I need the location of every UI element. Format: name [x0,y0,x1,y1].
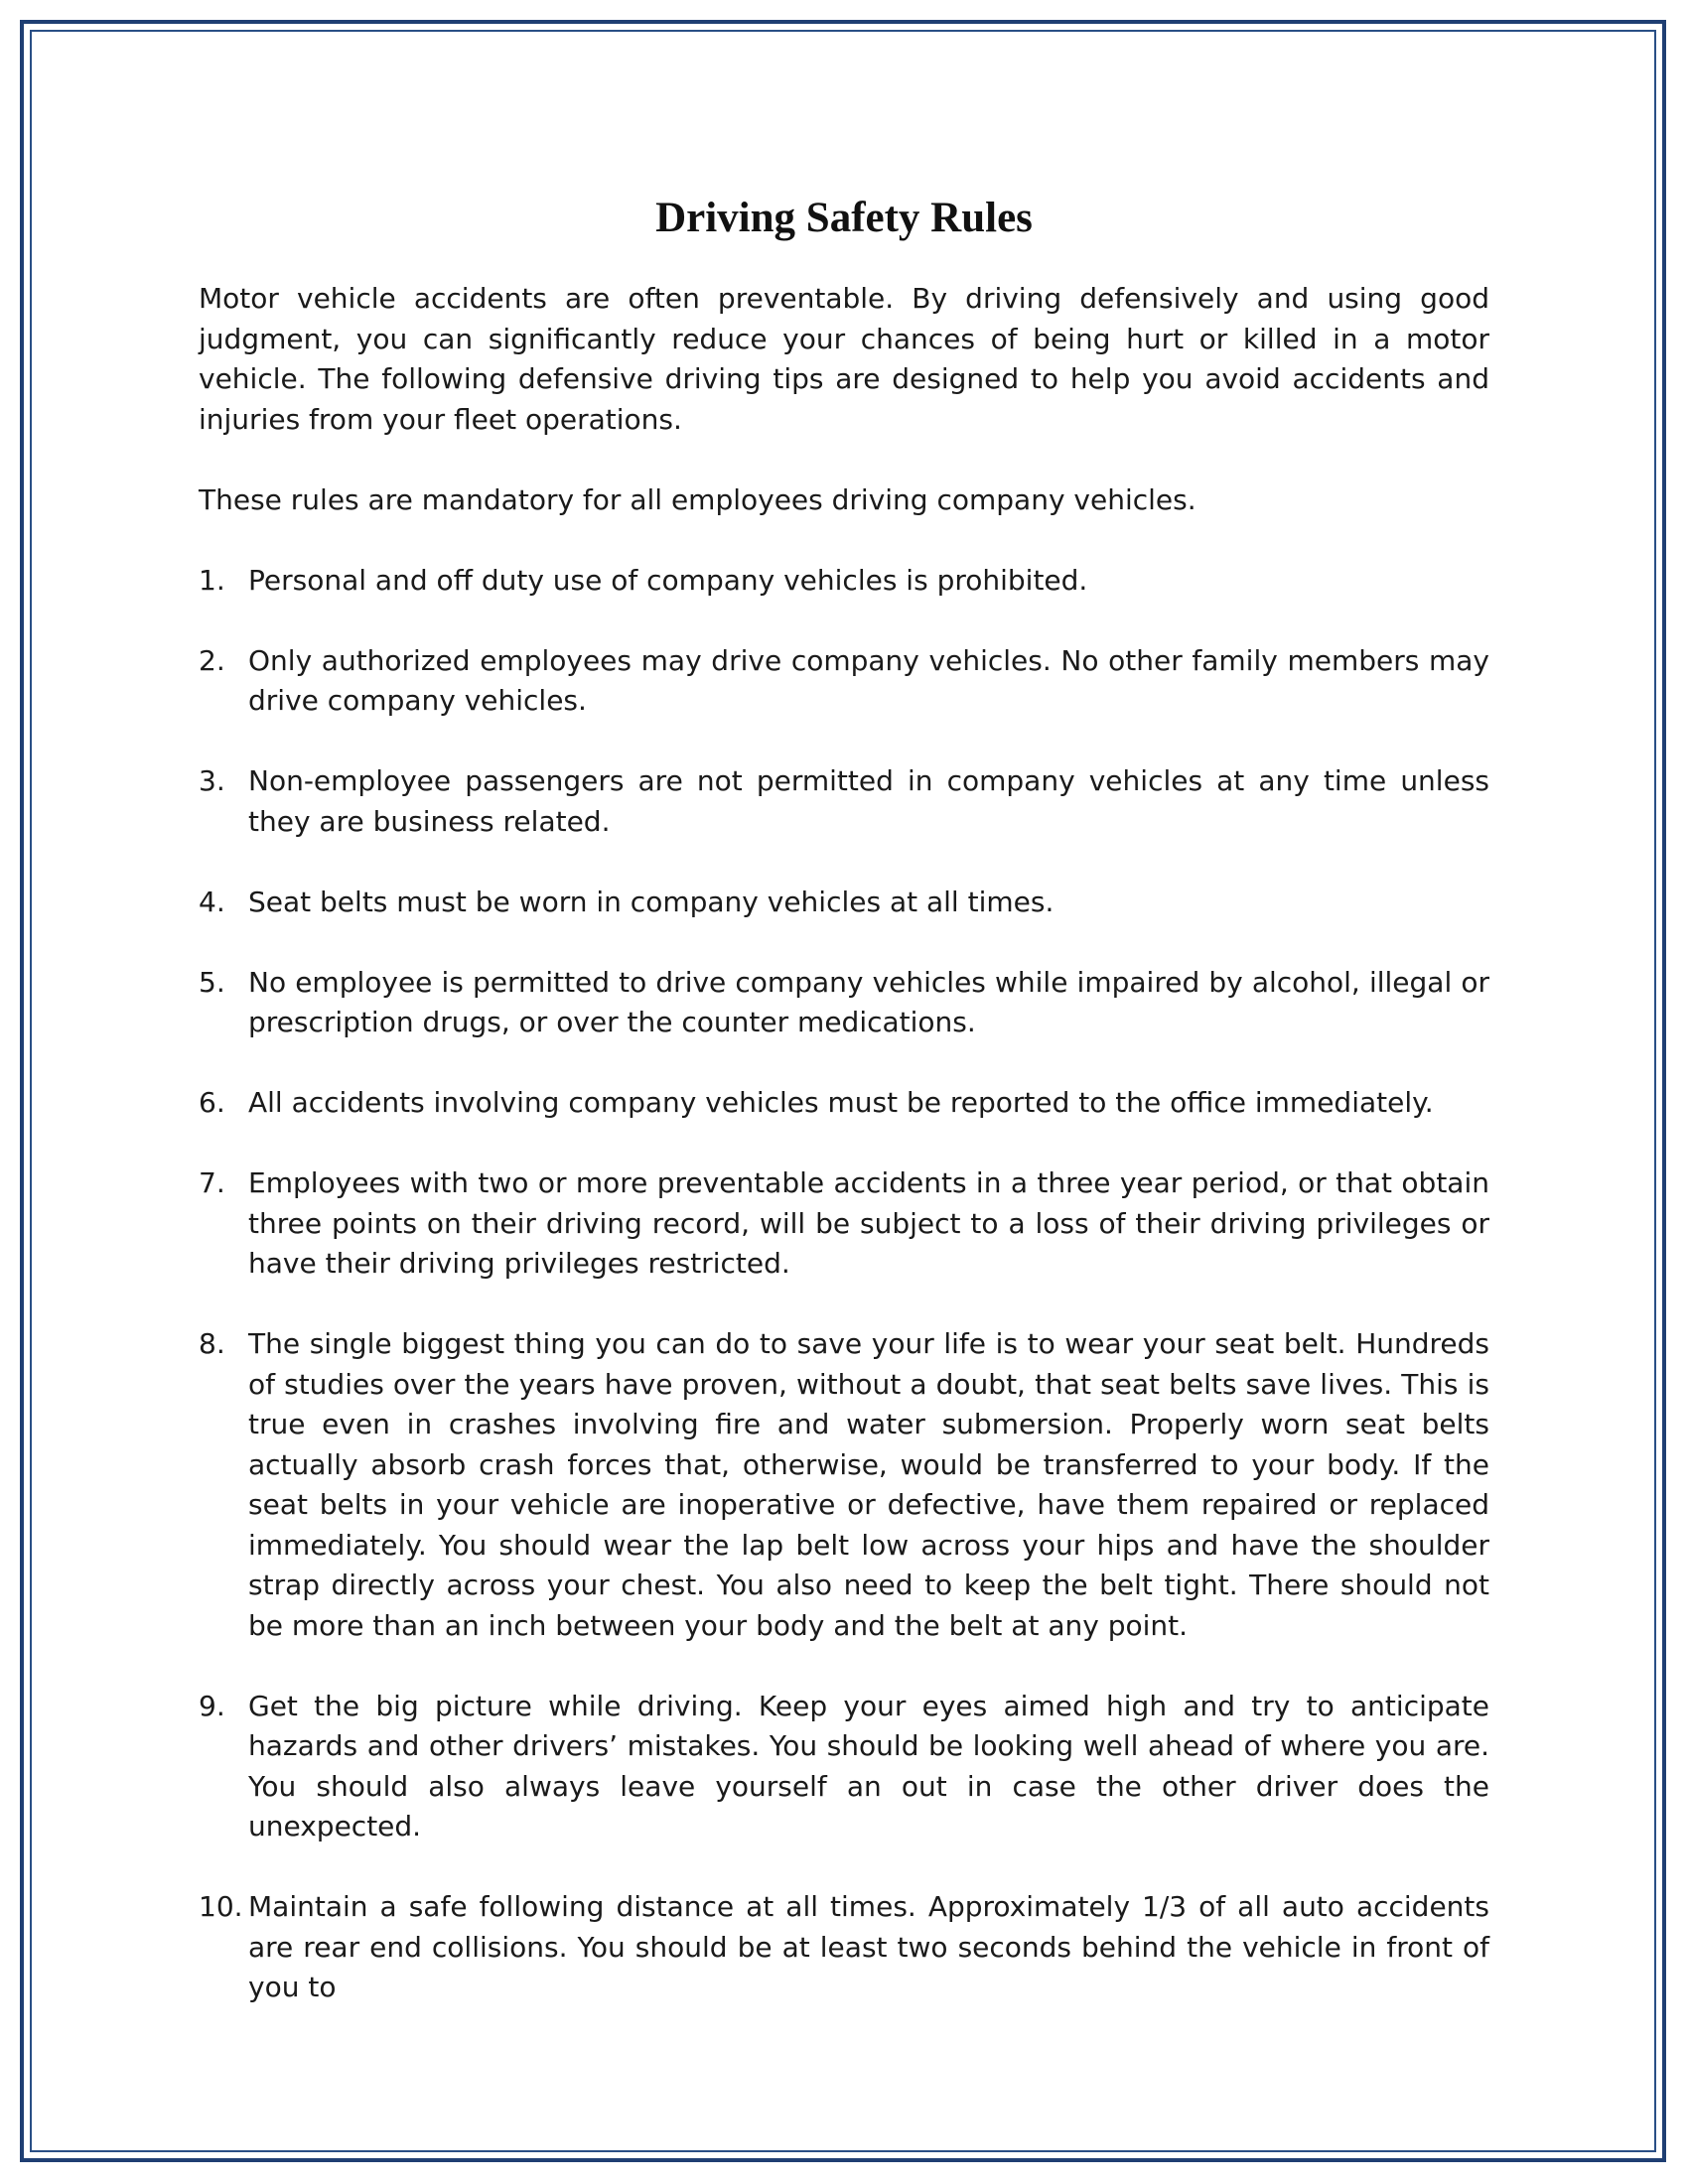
rule-number: 5. [199,965,225,999]
rule-number: 7. [199,1166,225,1199]
rule-text: All accidents involving company vehicles must be reported to the office immediately. [248,1086,1434,1119]
mandatory-statement: These rules are mandatory for all employees driving company vehicles. [199,482,1196,516]
rule-item-4 [199,883,1489,923]
rule-item-5 [199,963,1489,1043]
rule-number: 2. [199,643,225,677]
rule-item-10 [199,1887,1489,2008]
document-body [199,194,1489,2048]
rule-item-1 [199,561,1489,602]
rules-list [199,561,1489,2008]
rule-text: Non-employee passengers are not permitted in company vehicles at any time unless they are business related. [248,764,1489,838]
rule-item-6 [199,1083,1489,1124]
rule-number: 1. [199,563,225,597]
rule-number: 3. [199,764,225,797]
rule-number: 8. [199,1327,225,1360]
rule-text: Maintain a safe following distance at all times. Approximately 1/3 of all auto accidents are rear end collisions. You should be at least two seconds behind the vehicle in front of you to [248,1890,1489,2003]
rule-text: Seat belts must be worn in company vehicles at all times. [248,885,1055,918]
rule-number: 10. [199,1890,243,1923]
rule-item-9 [199,1687,1489,1847]
rule-item-8 [199,1324,1489,1646]
rule-text: Personal and off duty use of company vehicles is prohibited. [248,563,1088,597]
document-title: Driving Safety Rules [655,195,1033,241]
rule-item-2 [199,641,1489,722]
rule-text: The single biggest thing you can do to save your life is to wear your seat belt. Hundreds of studies over the years have proven, without a doubt, that seat belts save lives. This is true even in crashes involving fire and water submersion. Properly worn seat belts actually absorb crash forces that, otherwise, would be transferred to your body. If the seat belts in your vehicle are inoperative or defective, have them repaired or replaced immediately. You should wear the lap belt low across your hips and have the shoulder strap directly across your chest. You also need to keep the belt tight. There should not be more than an inch between your body and the belt at any point. [248,1327,1489,1642]
rule-text: Only authorized employees may drive company vehicles. No other family members may drive company vehicles. [248,643,1489,717]
rule-text: No employee is permitted to drive company vehicles while impaired by alcohol, illegal or prescription drugs, or over the counter medications. [248,965,1489,1038]
rule-text: Employees with two or more preventable accidents in a three year period, or that obtain three points on their driving record, will be subject to a loss of their driving privileges or have their driving privileges restricted. [248,1166,1489,1280]
rule-number: 6. [199,1086,225,1119]
intro-paragraph: Motor vehicle accidents are often preventable. By driving defensively and using good judgment, you can significantly reduce your chances of being hurt or killed in a motor vehicle. The following defensive driving tips are designed to help you avoid accidents and injuries from your fleet operations. [199,282,1489,436]
rule-item-7 [199,1163,1489,1285]
rule-item-3 [199,761,1489,842]
rule-number: 9. [199,1689,225,1722]
rule-text: Get the big picture while driving. Keep your eyes aimed high and try to anticipate hazards and other drivers’ mistakes. You should be looking well ahead of where you are. You should also always leave yourself an out in case the other driver does the unexpected. [248,1689,1489,1843]
rule-number: 4. [199,885,225,918]
